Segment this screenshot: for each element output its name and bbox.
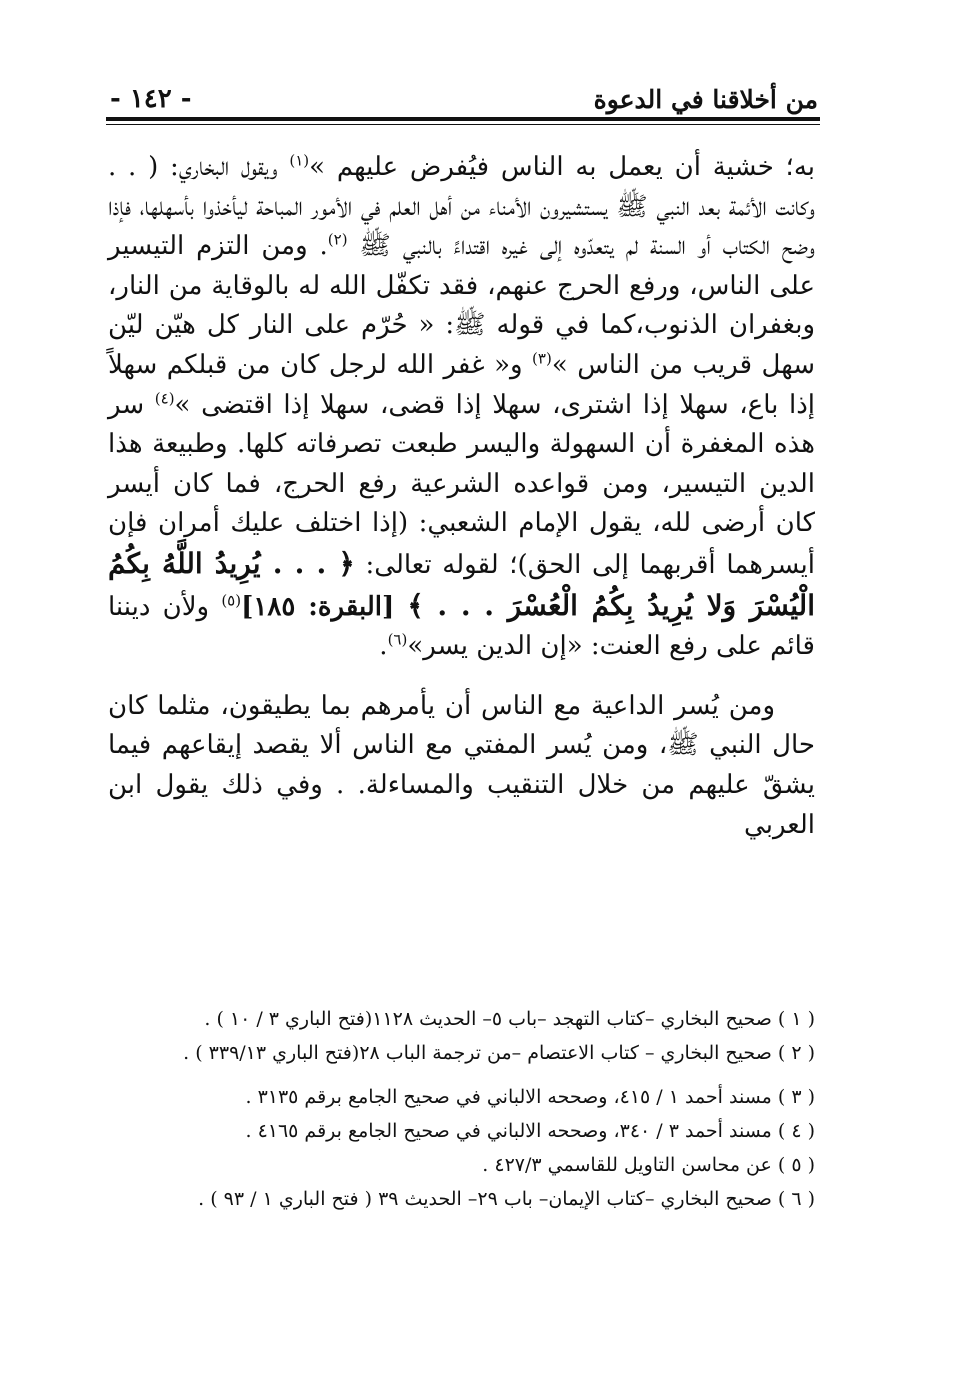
- paragraph-1-part-1: به؛ خشية أن يعمل به الناس فيُفرض عليهم »: [309, 152, 815, 182]
- paragraph-2: ومن يُسر الداعية مع الناس أن يأمرهم بما يطيقون، مثلما كان حال النبي ﷺ، ومن يُسر المفتي مع الناس ألا يقصد إيقاعهم فيما يشقّ عليهم من خلال التنقيب والمساءلة. . وفي ذلك يقول ابن العربي: [108, 690, 815, 840]
- footnote-ref-5: (٥): [221, 590, 242, 609]
- footnotes: [108, 1002, 815, 1216]
- footnote-ref-2: (٢): [327, 230, 348, 249]
- body-text: [108, 148, 815, 845]
- quran-verse: ﴿ . . . يُرِيدُ اللَّهُ بِكُمُ الْيُسْرَ وَلا يُرِيدُ بِكُمُ الْعُسْرَ . . . ﴾: [108, 546, 815, 622]
- footnote-5: ( ٥ ) عن محاسن التاويل للقاسمي ٤٢٧/٣ .: [482, 1154, 815, 1176]
- paragraph-1-part-6: ولأن ديننا قائم على رفع العنت: «إن الدين يسر»: [108, 591, 815, 662]
- header-rule-thin: [106, 124, 820, 125]
- footnote-2: ( ٢ ) صحيح البخاري – كتاب الاعتصام –من ترجمة الباب ٢٨(فتح الباري ٣٣٩/١٣ ) .: [183, 1042, 815, 1064]
- footnote-1: ( ١ ) صحيح البخاري –كتاب التهجد –باب ٥– الحديث ١١٢٨(فتح الباري ٣ / ١٠ ) .: [204, 1008, 815, 1030]
- footnote-4: ( ٤ ) مسند أحمد ٣ / ٣٤٠، وصححه الالباني في صحيح الجامع برقم ٤١٦٥ .: [245, 1120, 815, 1142]
- footnote-ref-6: (٦): [387, 630, 408, 649]
- header-rule-thick: [106, 117, 820, 121]
- footnote-ref-4: (٤): [154, 388, 175, 407]
- sura-reference: [البقرة: ١٨٥]: [241, 591, 408, 622]
- footnote-3: ( ٣ ) مسند أحمد ١ / ٤١٥، وصححه الالباني في صحيح الجامع برقم ٣١٣٥ .: [245, 1086, 815, 1108]
- page-number: - ١٤٢ -: [110, 84, 192, 114]
- paragraph-1-part-5: سر هذه المغفرة أن السهولة واليسر طبعت تصرفاته كلها. وطبيعة هذا الدين التيسير، ومن قواعده الشرعية رفع الحرج، فما كان أيسر كان أرضى لله، يقول الإمام الشعبي: (إذا اختلف عليك أمران فإن أيسرهما أقربهما إلى الحق)؛ لقوله تعالى:: [108, 389, 816, 580]
- running-header: [110, 62, 818, 112]
- footnote-6: ( ٦ ) صحيح البخاري –كتاب الإيمان– باب ٢٩– الحديث ٣٩ ( فتح الباري ١ / ٩٣ ) .: [198, 1188, 815, 1210]
- book-title: من أخلاقنا في الدعوة: [593, 85, 818, 114]
- footnote-ref-1: (١): [289, 151, 310, 170]
- paragraph-1-part-2: ويقول البخاري: ( . . وكانت الأئمة بعد النبي ﷺ يستشيرون الأمناء من أهل العلم في الأمور المباحة ليأخذوا بأسهلها، فإذا وضح الكتاب أو السنة لم يتعدّوه إلى غيره اقتداءً بالنبي ﷺ: [108, 152, 815, 262]
- paragraph-1: [108, 148, 815, 667]
- paragraph-1-part-4: و« غفر الله لرجل كان من قبلكم سهلاً إذا باع، سهلا إذا اشترى، سهلا إذا قضى، سهلا إذا اقتضى »: [108, 349, 816, 420]
- paragraph-1-part-7: .: [379, 631, 388, 662]
- footnote-ref-3: (٣): [532, 349, 552, 368]
- paragraph-1-part-3: . ومن التزم التيسير على الناس، ورفع الحرج عنهم، فقد تكفّل الله له بالوقاية من النار، وبغفران الذنوب،كما في قوله ﷺ: « حُرّم على النار كل هيّن ليّن سهل قريب من الناس »: [108, 231, 815, 380]
